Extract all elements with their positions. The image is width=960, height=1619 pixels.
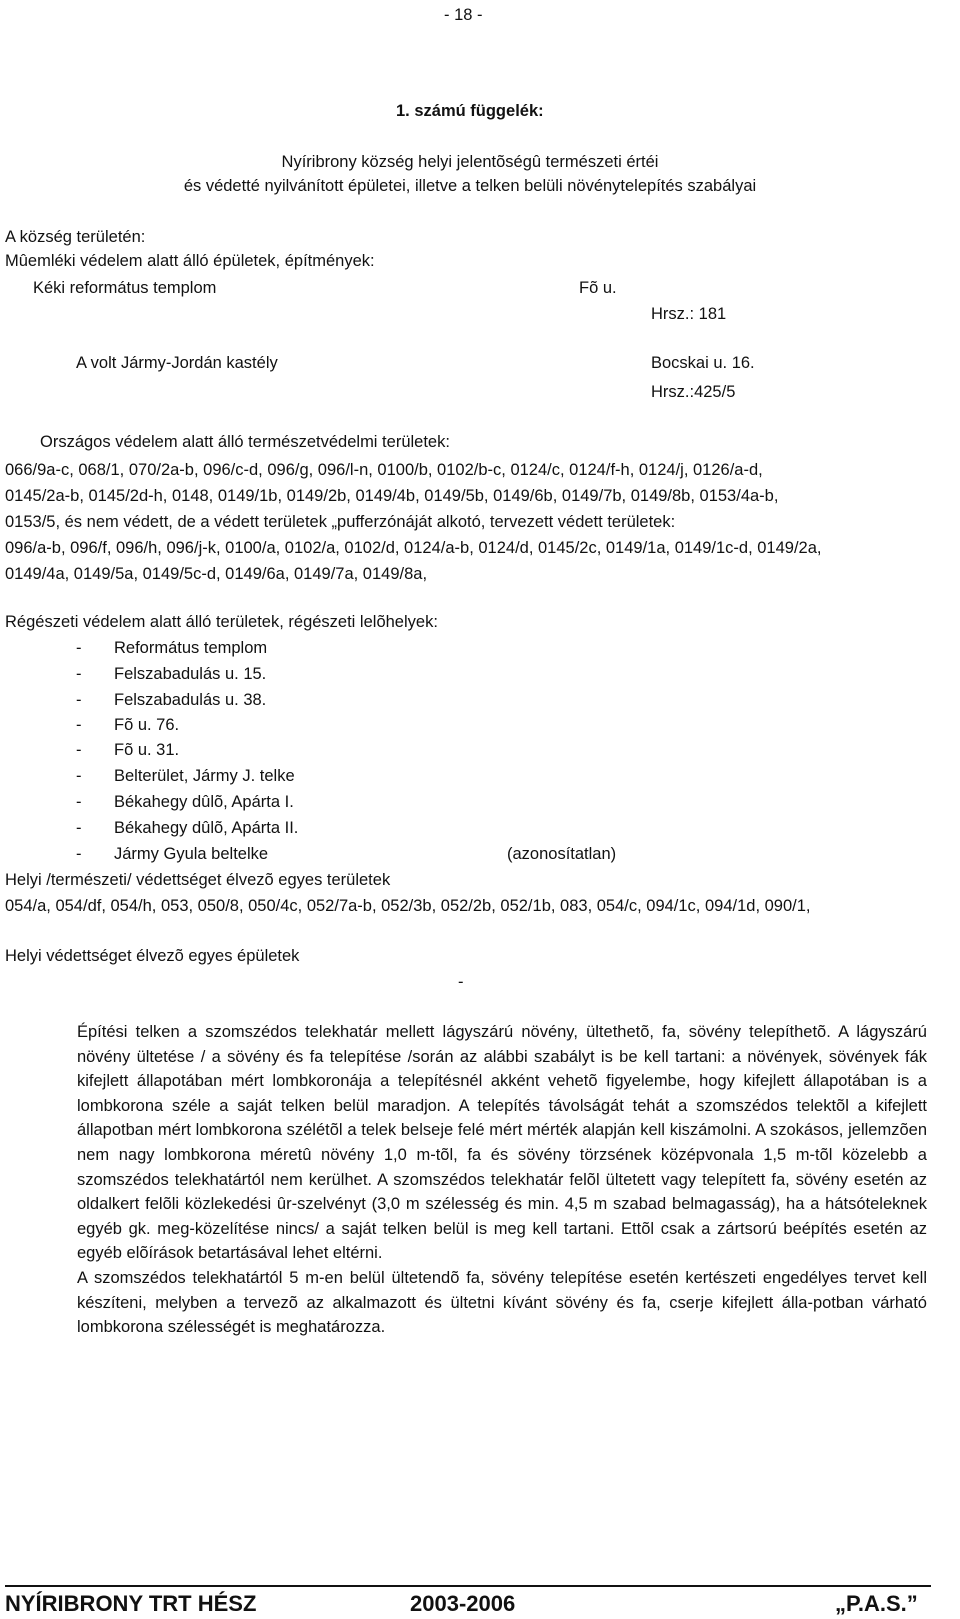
list-item: [76, 662, 266, 686]
planting-rules: [77, 1020, 927, 1340]
list-item: [76, 713, 179, 737]
appendix-title: 1. számú függelék:: [396, 102, 544, 120]
list-item-label: Jármy Gyula beltelke: [114, 845, 269, 863]
monument-name: A volt Jármy-Jordán kastély: [76, 354, 278, 372]
nature-line: 0145/2a-b, 0145/2d-h, 0148, 0149/1b, 0149/2b, 0149/4b, 0149/5b, 0149/6b, 0149/7b, 0149/8b, 0153/4a-b,: [5, 487, 779, 505]
list-item-label: Református templom: [114, 639, 268, 657]
monument-hrsz: Hrsz.: 181: [651, 305, 727, 323]
planting-paragraph-1: Építési telken a szomszédos telekhatár mellett lágyszárú növény, ültethetõ, fa, sövény telepíthetõ. A lágyszárú növény ültetése / a sövény és fa telepítése /során az alábbi szabályt is be kell tartani: a növények, sövények fák kifejlett állapotában mért lombkoronája a telepítésnél akként vehetõ figyelembe, hogy kifejlett állapotában is a lombkorona széle a saját telken belül maradjon. A telepítés távolságát tehát a szomszédos telektõl a kifejlett állapotban mért lombkorona szélétõl a telek belseje felé mért mérték alapján kell kiszámolni. A szokásos, jellemzõen nem nagy lombkorona méretû növény 1,0 m-tõl, fa és sövény törzsének középvonala 1,5 m-tõl közelebb a szomszédos telekhatártól nem kerülhet. A szomszédos telekhatár felõl ültetett vagy telepített fa, sövény esetén az oldalkert felõli közlekedési ûr-szelvényt (3,0 m szélesség és min. 4,5 m szabad belmagasság), ha a hátsóteleknek egyéb gk. meg-közelítése nincs/ a saját telken belül is meg kell tartani. Ettõl csak a zártsorú beépítés esetén az egyéb elõírások betartásával lehet eltérni.: [77, 1023, 927, 1263]
planting-paragraph-2: A szomszédos telekhatártól 5 m-en belül ültetendõ fa, sövény telepítése esetén kertészeti engedélyes tervet kell készíteni, melyben a tervezõ az alkalmazott és ültetni kívánt sövény és fa, cserje kifejlett álla-potban várható lombkorona szélességét is meghatározza.: [77, 1268, 927, 1337]
local-building-heading: Helyi védettséget élvezõ egyes épületek: [5, 947, 300, 965]
nature-line: 0153/5, és nem védett, de a védett területek „pufferzónáját alkotó, tervezett védett területek:: [5, 513, 676, 531]
monument-hrsz: Hrsz.:425/5: [651, 383, 736, 401]
page-footer: [5, 1585, 931, 1617]
list-item-label: Békahegy dûlõ, Apárta II.: [114, 819, 299, 837]
list-item-label: Fõ u. 31.: [114, 741, 180, 759]
archaeology-heading: Régészeti védelem alatt álló területek, régészeti lelõhelyek:: [5, 613, 438, 631]
nature-line: 066/9a-c, 068/1, 070/2a-b, 096/c-d, 096/g, 096/l-n, 0100/b, 0102/b-c, 0124/c, 0124/f-h, 0124/j, 0126/a-d,: [5, 461, 763, 479]
list-dash: -: [76, 819, 82, 837]
list-dash: -: [76, 665, 82, 683]
list-item: [76, 738, 179, 762]
footer-author: „P.A.S.”: [835, 1591, 918, 1616]
nature-line: 096/a-b, 096/f, 096/h, 096/j-k, 0100/a, 0102/a, 0102/d, 0124/a-b, 0124/d, 0145/2c, 0149/1a, 0149/1c-d, 0149/2a,: [5, 539, 822, 557]
list-dash: -: [76, 741, 82, 759]
local-nature-heading: Helyi /természeti/ védettséget élvezõ egyes területek: [5, 871, 391, 889]
nature-heading: Országos védelem alatt álló természetvédelmi területek:: [40, 433, 450, 451]
list-dash: -: [76, 845, 82, 863]
list-item: [76, 790, 294, 814]
local-building-value: -: [458, 973, 464, 991]
list-item-label: Békahegy dûlõ, Apárta I.: [114, 793, 294, 811]
subtitle-line-2: és védetté nyilvánított épületei, illetve a telken belüli növénytelepítés szabályai: [183, 177, 757, 195]
list-dash: -: [76, 691, 82, 709]
local-nature-list: 054/a, 054/df, 054/h, 053, 050/8, 050/4c, 052/7a-b, 052/3b, 052/2b, 052/1b, 083, 054/c, 094/1c, 094/1d, 090/1,: [5, 897, 811, 915]
list-item-label: Belterület, Jármy J. telke: [114, 767, 295, 785]
nature-line: 0149/4a, 0149/5a, 0149/5c-d, 0149/6a, 0149/7a, 0149/8a,: [5, 565, 428, 583]
area-heading: A község területén:: [5, 228, 146, 246]
footer-years: 2003-2006: [410, 1591, 516, 1616]
monument-address: Bocskai u. 16.: [651, 354, 755, 372]
list-item: [76, 636, 267, 660]
list-dash: -: [76, 639, 82, 657]
list-dash: -: [76, 793, 82, 811]
list-item: [76, 816, 298, 840]
monument-address: Fõ u.: [579, 279, 617, 297]
unidentified-note: (azonosítatlan): [507, 845, 617, 863]
subtitle-line-1: Nyíribrony község helyi jelentõségû természeti értéi: [281, 153, 659, 171]
list-dash: -: [76, 767, 82, 785]
list-item: [76, 764, 295, 788]
list-item-label: Felszabadulás u. 15.: [114, 665, 267, 683]
footer-title: NYÍRIBRONY TRT HÉSZ: [5, 1591, 257, 1616]
list-dash: -: [76, 716, 82, 734]
monument-heading: Mûemléki védelem alatt álló épületek, építmények:: [5, 252, 375, 270]
list-item-label: Felszabadulás u. 38.: [114, 691, 267, 709]
monument-name: Kéki református templom: [33, 279, 217, 297]
list-item: [76, 688, 266, 712]
list-item-label: Fõ u. 76.: [114, 716, 180, 734]
page-number: - 18 -: [444, 6, 483, 24]
list-item: [76, 842, 268, 866]
